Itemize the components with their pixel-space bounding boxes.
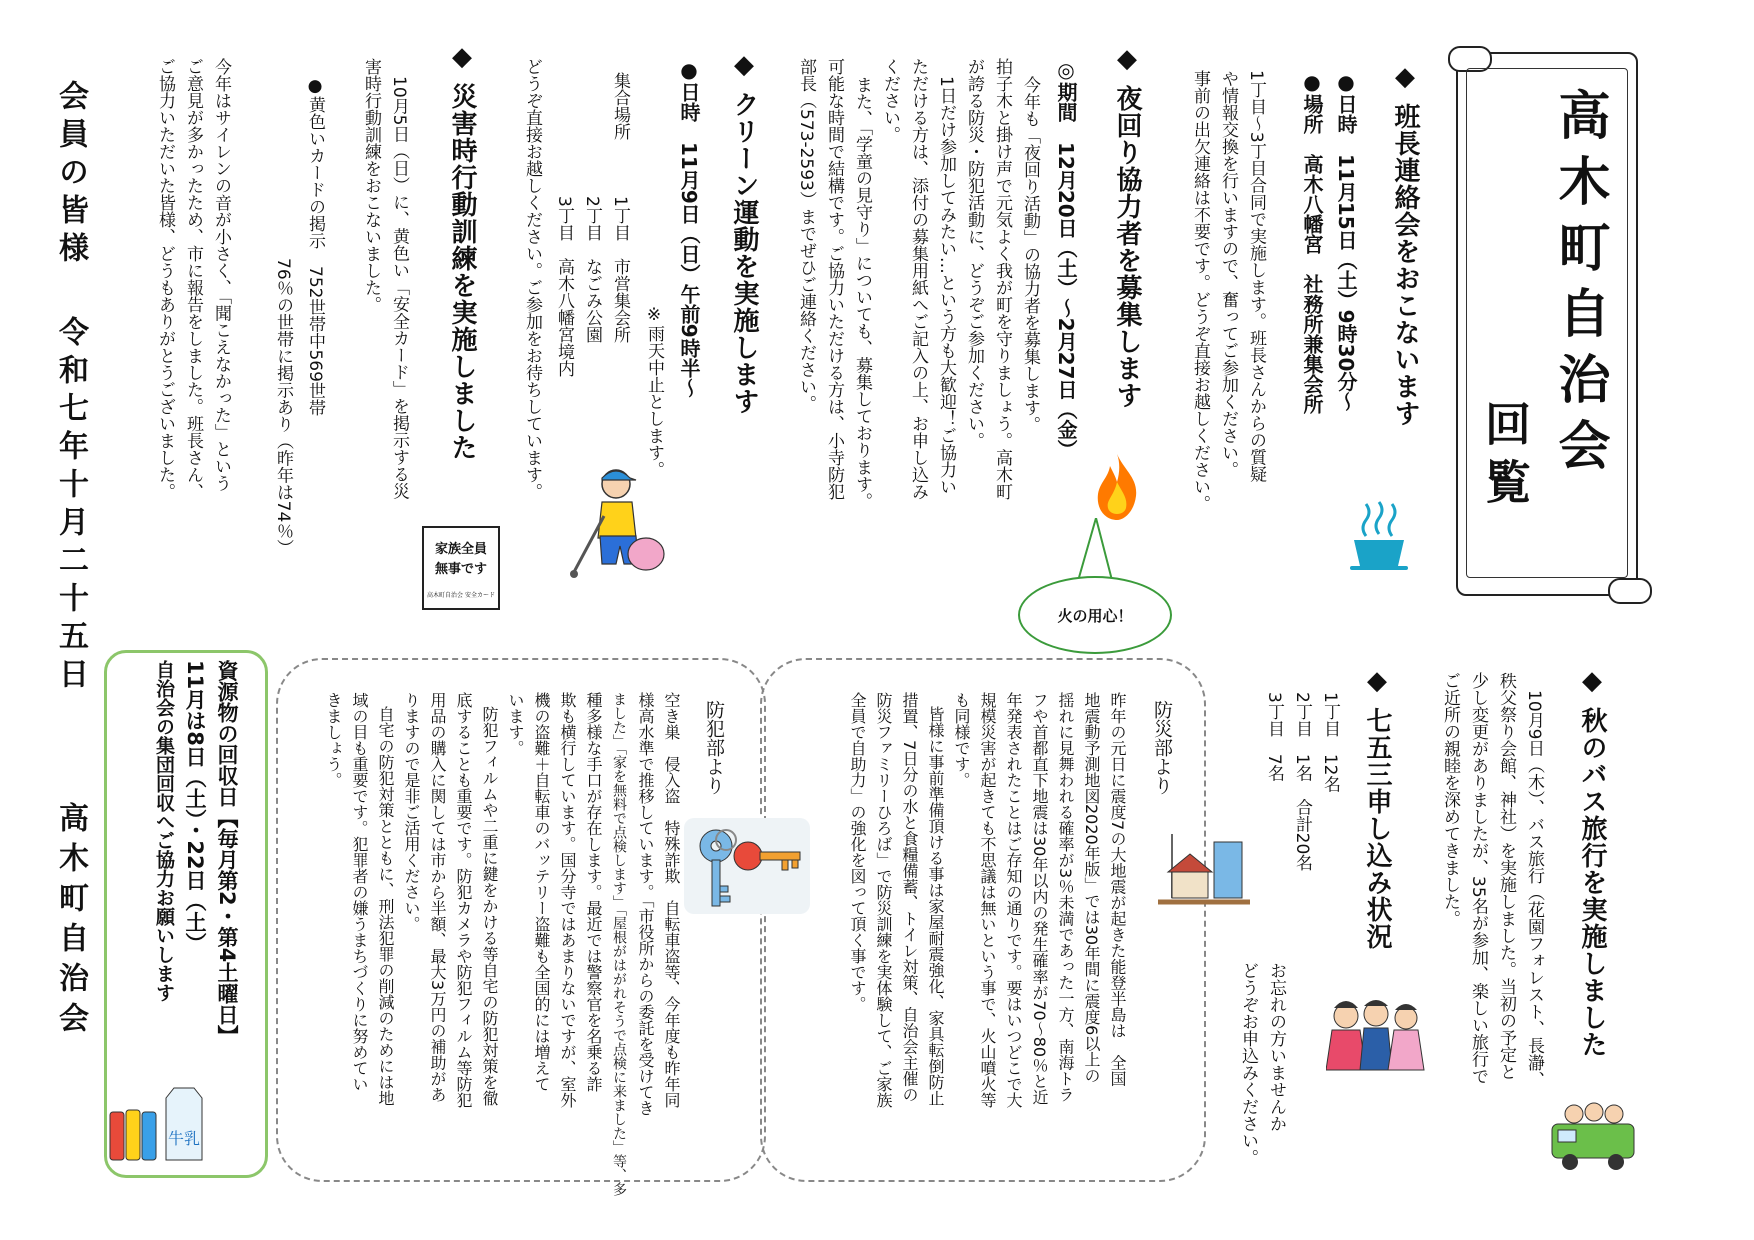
safety-card-line2: 無事です: [434, 562, 487, 577]
bohan-body-12: 自宅の防犯対策とともに、刑法犯罪の削減のためには地: [376, 706, 395, 1106]
bohan-body-7: います。: [506, 692, 525, 756]
hancho-datetime: ●日時 11月15日（土）9時30分～: [1334, 70, 1358, 412]
yomawari-body-2: 拍子木と掛け声で元気よく我が町を守りましょう。高木町: [992, 58, 1012, 500]
bosai-body-9: 措置、7日分の水と食糧備蓄、トイレ対策、自治会主催の: [900, 692, 919, 1103]
yomawari-body-3: が誇る防災・防犯活動に、どうぞご参加ください。: [964, 58, 984, 449]
clean-heading: ◆ クリーン運動を実施します: [729, 50, 759, 416]
shichigosan-heading: ◆ 七五三申し込み状況: [1362, 666, 1392, 951]
clean-body: どうぞ直接お越しください。ご参加をお待ちしています。: [522, 58, 542, 500]
children-icon: [1326, 994, 1426, 1074]
bus-body-1: 10月9日（木）、バス旅行（花園フォレスト、長瀞、: [1524, 690, 1544, 1088]
safety-card-foot: 高木町自治会 安全カード: [427, 592, 495, 599]
siren-body-2: ご意見が多かったため、市に報告をしました。班長さん、: [183, 58, 203, 500]
drill-body-1: 10月5日（日）に、黄色い「安全カード」を掲示する災: [389, 76, 409, 500]
earthquake-house-icon: [1158, 832, 1250, 908]
bohan-body-5: 欺も横行しています。国分寺ではあまりないですが、室外: [558, 692, 577, 1108]
clean-rain-note: ※雨天中止とします。: [644, 305, 664, 478]
siren-body-1: 今年はサイレンの音が小さく、「聞こえなかった」という: [211, 58, 231, 492]
yomawari-body-1: 今年も「夜回り活動」の協力者を募集します。: [1020, 76, 1040, 433]
bohan-body-10: 用品の購入に関しては市から半額、最大3万円の補助があ: [428, 692, 447, 1103]
bus-body-4: ご近所の親睦を深めてきました。: [1440, 672, 1460, 927]
bohan-body-6: 機の盗難＋自転車のバッテリー盗難も全国的には増えて: [532, 692, 551, 1092]
bus-heading: ◆ 秋のバス旅行を実施しました: [1577, 666, 1607, 1059]
milk-label: 牛乳: [167, 1129, 201, 1148]
title-main: 高木町自治会: [1549, 88, 1610, 484]
fire-icon: [1092, 452, 1142, 522]
bus-icon: [1548, 1100, 1638, 1172]
clean-place-1: 1丁目 市営集会所: [610, 196, 630, 343]
bohan-body-13: 域の目も重要です。犯罪者の嫌うまちづくりに努めてい: [350, 692, 369, 1092]
hancho-body-1: 1丁目～3丁目合同で実施します。班長さんからの質疑: [1246, 70, 1266, 483]
bohan-body-14: きましょう。: [324, 692, 343, 788]
yomawari-heading: ◆ 夜回り協力者を募集します: [1112, 44, 1142, 410]
yomawari-body-7: また、「学童の見守り」についても、募集しております。: [852, 76, 872, 510]
cleaning-person-icon: [568, 462, 668, 582]
bohan-body-9: 底することも重要です。防犯カメラや防犯フィルム等防犯: [454, 692, 473, 1108]
safety-card: [422, 526, 500, 610]
bosai-body-8: 皆様に事前準備頂ける事は家屋耐震強化、家具転倒防止: [926, 706, 945, 1106]
siren-body-3: ご協力いただいた皆様、どうもありがとうございました。: [155, 58, 175, 500]
bosai-body-6: 規模災害が起きても不思議は無いという事で、火山噴火等: [978, 692, 997, 1108]
yomawari-period: ◎期間 12月20日（土）～2月27日（金）: [1054, 58, 1078, 460]
bohan-body-11: りますので是非ご活用ください。: [402, 692, 421, 932]
hancho-place: ●場所 高木八幡宮 社務所兼集会所: [1300, 70, 1324, 414]
keys-icon: [682, 816, 812, 916]
bosai-body-1: 昨年の元日に震度7の大地震が起きた能登半島は 全国: [1108, 692, 1127, 1087]
yomawari-body-9: 部長（573-2593）までぜひご連絡ください。: [796, 58, 816, 412]
cans-and-milk-icon: [108, 1084, 204, 1164]
shichigosan-row-2: 2丁目 1名 合計20名: [1292, 692, 1312, 872]
clean-place-3: 3丁目 高木八幡宮境内: [554, 196, 574, 377]
sender-from: 高木町自治会: [53, 802, 88, 1042]
drill-stat-2: 76％の世帯に掲示あり（昨年は74％）: [273, 258, 293, 557]
bohan-body-3: ました」「家を無料で点検します」「屋根がはがれそうで点検に来ました」等、多: [611, 692, 627, 1196]
bohan-body-4: 種多様な手口が存在します。最近では警察官を名乗る詐: [584, 692, 603, 1092]
tea-cup-icon: [1344, 500, 1414, 572]
title-kairan: 回覧: [1478, 400, 1532, 516]
bosai-body-4: フや首都直下地震は30年以内の発生確率が70～80％と近: [1030, 692, 1049, 1106]
hancho-heading: ◆ 班長連絡会をおこないます: [1390, 62, 1420, 428]
bohan-body-8: 防犯フィルムや二重に鍵をかける等自宅の防犯対策を徹: [480, 706, 499, 1106]
hancho-body-2: や情報交換を行いますので、奮ってご参加ください。: [1218, 70, 1238, 478]
bohan-heading: 防犯部より: [703, 700, 725, 795]
recycle-line-2: 11月は8日（土）・22日（土）: [183, 660, 207, 954]
fire-callout: 火の用心！: [1018, 576, 1172, 654]
clean-datetime: ●日時 11月9日（日）午前9時半～: [677, 58, 701, 398]
drill-body-2: 害時行動訓練をおこないました。: [361, 58, 381, 313]
bus-body-3: 少し変更がありましたが、35名が参加、楽しい旅行で: [1468, 672, 1488, 1085]
clean-place-2: 2丁目 なごみ公園: [582, 196, 602, 343]
safety-card-line1: 家族全員: [434, 542, 487, 557]
shichigosan-note-1: お忘れの方いませんか: [1266, 962, 1286, 1132]
yomawari-body-6: ください。: [880, 58, 900, 143]
shichigosan-row-1: 1丁目 12名: [1320, 692, 1340, 793]
bosai-body-2: 地震動予測地図2020年版」では30年間に震度6以上の: [1082, 692, 1101, 1084]
drill-heading: ◆ 災害時行動訓練を実施しました: [447, 42, 477, 462]
hancho-body-3: 事前の出欠連絡は不要です。どうぞ直接お越しください。: [1190, 70, 1210, 512]
shichigosan-row-3: 3丁目 7名: [1264, 692, 1284, 782]
bosai-body-3: 揺れに見舞われる確率が3％未満であった一方、南海トラ: [1056, 692, 1075, 1103]
bus-body-2: 秩父祭り会館、神社）を実施しました。当初の予定と: [1496, 672, 1516, 1080]
recycle-line-3: 自治会の集団回収へご協力お願いします: [153, 660, 175, 1002]
yomawari-body-4: 1日だけ参加してみたい…という方も大歓迎！ご協力い: [936, 76, 956, 495]
yomawari-body-8: 可能な時間で結構です。ご協力いただける方は、小寺防犯: [824, 58, 844, 500]
recycle-line-1: 資源物の回収日【毎月第2・第4土曜日】: [215, 660, 239, 1047]
bosai-body-10: 防災ファミリーひろば」で防災訓練を実体験して、ご家族: [874, 692, 893, 1108]
clean-gather-label: 集合場所: [610, 72, 630, 140]
drill-stat-1: ●黄色いカードの掲示 752世帯中569世帯: [305, 76, 325, 416]
sender-date: 令和七年十月二十五日: [53, 316, 88, 696]
bosai-body-7: も同様です。: [952, 692, 971, 788]
bohan-body-2: 様高水準で推移しています。「市役所からの委託を受けてき: [636, 692, 655, 1116]
shichigosan-note-2: どうぞお申込みください。: [1238, 962, 1258, 1166]
bosai-heading: 防災部より: [1151, 700, 1173, 795]
bosai-body-11: 全員で自助力」の強化を図って頂く事です。: [848, 692, 867, 1012]
scroll-curl-bottom: [1608, 578, 1652, 604]
bosai-body-5: 年発表されたことはご存知の通りです。要はいつどこで大: [1004, 692, 1023, 1108]
sender-to: 会員の皆様: [53, 80, 88, 270]
bohan-body-1: 空き巣 侵入盗 特殊詐欺 自転車盗等、今年度も昨年同: [662, 692, 681, 1108]
yomawari-body-5: ただける方は、添付の募集用紙へご記入の上、お申し込み: [908, 58, 928, 500]
